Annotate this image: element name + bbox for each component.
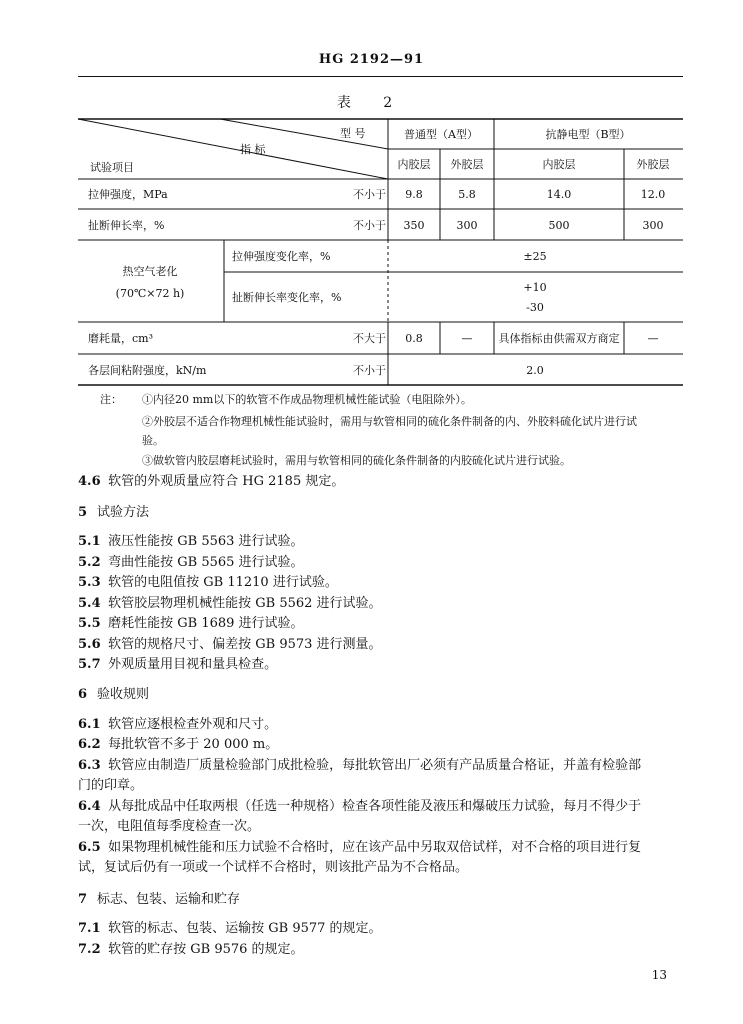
clause-5-2: 5.2 弯曲性能按 GB 5565 进行试验。: [78, 555, 304, 570]
item-label: 试验项目: [90, 161, 134, 174]
section-5-heading: 5 试验方法: [78, 505, 150, 520]
elongation-b-outer: 300: [642, 219, 664, 232]
wear-a-inner: 0.8: [405, 332, 423, 345]
tensile-b-outer: 12.0: [640, 188, 666, 201]
clause-6-5-continued: 试，复试后仍有一项或一个试样不合格时，则该批产品为不合格品。: [78, 860, 469, 875]
elongation-a-outer: 300: [456, 219, 478, 232]
table-title: 表 2: [336, 95, 407, 111]
section-6-heading: 6 验收规则: [78, 687, 150, 702]
adhesion-value: 2.0: [526, 364, 544, 377]
aging-elongation-change-upper: +10: [523, 281, 547, 294]
type-label: 型 号: [340, 127, 366, 140]
section-7-heading: 7 标志、包装、运输和贮存: [78, 892, 241, 907]
aging-elongation-change-lower: -30: [526, 301, 544, 314]
clause-7-1: 7.1 软管的标志、包装、运输按 GB 9577 的规定。: [78, 921, 382, 936]
type-a-header: 普通型（A型）: [404, 128, 478, 141]
type-b-outer-header: 外胶层: [636, 158, 670, 171]
clause-7-2: 7.2 软管的贮存按 GB 9576 的规定。: [78, 942, 304, 957]
clause-4-6: 4.6 软管的外观质量应符合 HG 2185 规定。: [78, 474, 345, 489]
notes-prefix: 注：: [100, 393, 122, 406]
tensile-a-inner: 9.8: [405, 188, 423, 201]
indicator-label: 指 标: [240, 143, 266, 156]
aging-tensile-change-label: 拉伸强度变化率，%: [232, 250, 331, 263]
note-2: ②外胶层不适合作物理机械性能试验时，需用与软管相同的硫化条件制备的内、外胶料硫化试片进行试: [142, 415, 637, 428]
clause-6-4: 6.4 从每批成品中任取两根（任选一种规格）检查各项性能及液压和爆破压力试验，每月不得少于: [78, 799, 642, 814]
type-a-inner-header: 内胶层: [397, 158, 431, 171]
elongation-condition: 不小于: [353, 219, 386, 232]
type-b-inner-header: 内胶层: [542, 158, 576, 171]
aging-elongation-change-label: 扯断伸长率变化率，%: [232, 291, 342, 304]
elongation-label: 扯断伸长率，%: [88, 219, 165, 232]
tensile-label: 拉伸强度，MPa: [88, 188, 168, 201]
clause-5-7: 5.7 外观质量用目视和量具检查。: [78, 657, 278, 672]
tensile-a-outer: 5.8: [458, 188, 476, 201]
type-a-outer-header: 外胶层: [450, 158, 484, 171]
clause-6-1: 6.1 软管应逐根检查外观和尺寸。: [78, 717, 278, 732]
tensile-b-inner: 14.0: [546, 188, 572, 201]
note-1: ①内径20 mm以下的软管不作成品物理机械性能试验（电阻除外）。: [142, 393, 472, 406]
adhesion-condition: 不小于: [353, 364, 386, 377]
clause-6-3-continued: 门的印章。: [78, 778, 144, 793]
tensile-condition: 不小于: [353, 188, 386, 201]
clause-6-3: 6.3 软管应由制造厂质量检验部门成批检验，每批软管出厂必须有产品质量合格证，并盖有检验部: [78, 758, 642, 773]
clause-5-3: 5.3 软管的电阻值按 GB 11210 进行试验。: [78, 575, 338, 590]
page-number: 13: [651, 968, 667, 982]
standard-code: HG 2192—91: [318, 52, 425, 67]
elongation-a-inner: 350: [403, 219, 425, 232]
adhesion-label: 各层间粘附强度，kN/m: [88, 364, 207, 377]
clause-5-6: 5.6 软管的规格尺寸、偏差按 GB 9573 进行测量。: [78, 637, 382, 652]
elongation-b-inner: 500: [548, 219, 570, 232]
clause-5-4: 5.4 软管胶层物理机械性能按 GB 5562 进行试验。: [78, 596, 382, 611]
note-2-continued: 验。: [142, 434, 164, 447]
clause-6-5: 6.5 如果物理机械性能和压力试验不合格时，应在该产品中另取双倍试样，对不合格的项目进行复: [78, 840, 642, 855]
wear-a-outer: —: [461, 332, 473, 345]
wear-b-outer: —: [647, 332, 659, 345]
wear-b-inner: 具体指标由供需双方商定: [498, 332, 620, 345]
aging-label: 热空气老化: [122, 265, 178, 278]
aging-condition: (70℃×72 h): [115, 287, 185, 300]
clause-6-2: 6.2 每批软管不多于 20 000 m。: [78, 737, 279, 752]
clause-5-1: 5.1 液压性能按 GB 5563 进行试验。: [78, 534, 304, 549]
wear-condition: 不大于: [353, 332, 386, 345]
clause-6-4-continued: 一次，电阻值每季度检查一次。: [78, 819, 261, 834]
wear-label: 磨耗量，cm³: [88, 332, 154, 345]
clause-5-5: 5.5 磨耗性能按 GB 1689 进行试验。: [78, 616, 304, 631]
note-3: ③做软管内胶层磨耗试验时，需用与软管相同的硫化条件制备的内胶硫化试片进行试验。: [142, 454, 571, 467]
type-b-header: 抗静电型（B型）: [545, 128, 631, 141]
aging-tensile-change-value: ±25: [523, 250, 547, 263]
